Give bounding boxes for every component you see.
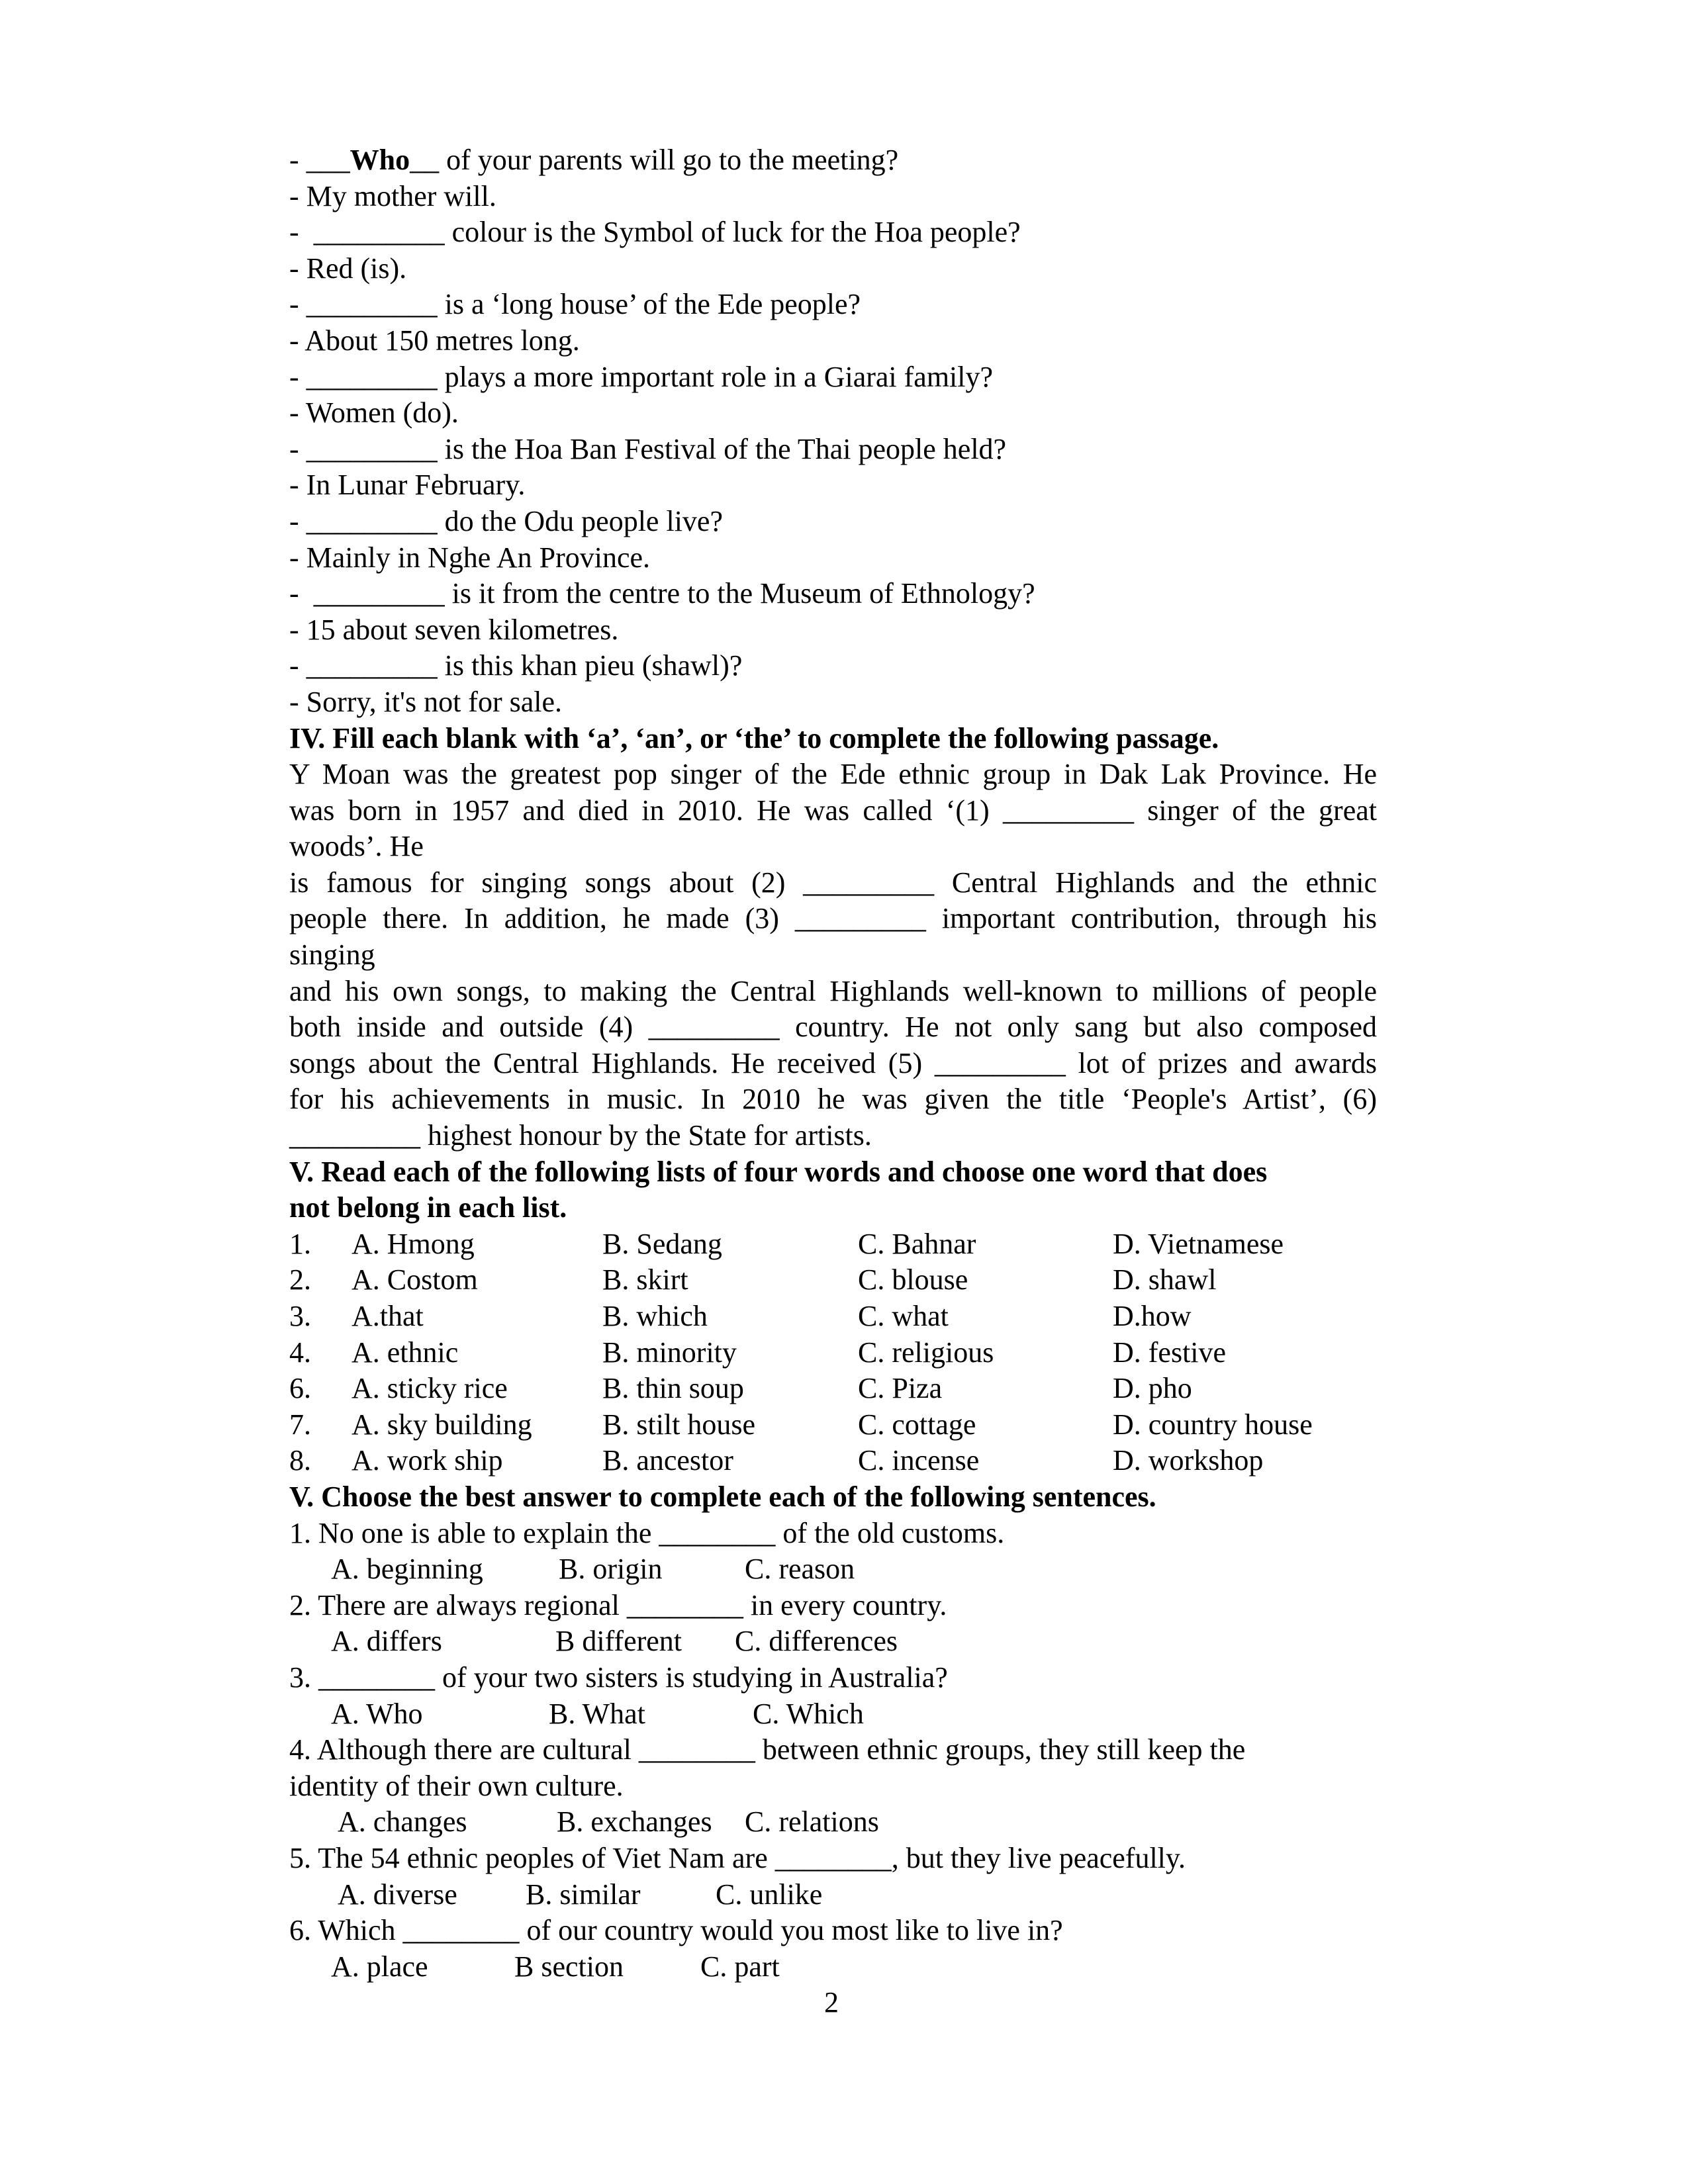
answer-options (289, 1877, 1377, 1913)
answer-line: - Red (is). (289, 251, 407, 285)
option-b: B. which (602, 1300, 708, 1332)
option-a: A.that (352, 1300, 424, 1332)
question-line: - _________ is the Hoa Ban Festival of the Thai people held? (289, 432, 1007, 465)
option-a: A. changes (338, 1805, 467, 1839)
word-list-row (289, 1371, 1377, 1407)
option-c: C. Bahnar (858, 1227, 976, 1260)
option-d: D. Vietnamese (1113, 1227, 1284, 1260)
item-number: 7. (289, 1408, 311, 1441)
option-d: D.how (1113, 1300, 1192, 1332)
section-5-heading-line2: not belong in each list. (289, 1191, 567, 1224)
option-c: C. blouse (858, 1263, 968, 1297)
item-number: 3. (289, 1300, 311, 1332)
question-line: - _________ do the Odu people live? (289, 504, 723, 537)
option-a: A. sticky rice (352, 1372, 508, 1405)
option-d: D. workshop (1113, 1444, 1264, 1477)
option-a: A. differs (331, 1625, 442, 1658)
question-line: - _________ plays a more important role in a Giarai family? (289, 360, 994, 393)
passage-line: _________ highest honour by the State for artists. (289, 1119, 872, 1152)
answer-line: - 15 about seven kilometres. (289, 613, 619, 646)
question-line: - _________ is it from the centre to the Museum of Ethnology? (289, 577, 1035, 610)
option-c: C. religious (858, 1336, 994, 1369)
passage-line: woods’. He (289, 830, 424, 863)
blank-prefix: - ___ (289, 144, 350, 176)
option-b: B section (514, 1950, 624, 1983)
word-list-row (289, 1407, 1377, 1443)
option-a: A. Costom (352, 1263, 478, 1297)
item-number: 2. (289, 1263, 311, 1297)
section-5-heading-line1: V. Read each of the following lists of four words and choose one word that does (289, 1155, 1268, 1188)
section-6-heading: V. Choose the best answer to complete each of the following sentences. (289, 1480, 1156, 1513)
answer-options (289, 1696, 1377, 1733)
worksheet-page (289, 142, 1377, 1985)
word-list-row (289, 1262, 1377, 1298)
option-b: B. minority (602, 1336, 737, 1369)
option-b: B. stilt house (602, 1408, 756, 1441)
passage-line: is famous for singing songs about (2) _________ Central Highlands and the ethnic (289, 866, 1377, 899)
option-a: A. Hmong (352, 1227, 475, 1260)
option-c: C. reason (745, 1553, 855, 1586)
option-a: A. beginning (331, 1553, 483, 1586)
option-d: D. festive (1113, 1336, 1227, 1369)
question-line: - _________ is a ‘long house’ of the Ede people? (289, 288, 861, 321)
question-line: - _________ is this khan pieu (shawl)? (289, 649, 743, 682)
question-text: 3. ________ of your two sisters is studying in Australia? (289, 1661, 948, 1694)
option-a: A. sky building (352, 1408, 532, 1441)
answer-options (289, 1623, 1377, 1660)
question-text: 6. Which ________ of our country would you most like to live in? (289, 1914, 1063, 1947)
option-b: B. ancestor (602, 1444, 733, 1477)
option-b: B. skirt (602, 1263, 688, 1297)
question-text: 5. The 54 ethnic peoples of Viet Nam are ________, but they live peacefully. (289, 1841, 1186, 1874)
option-c: C. part (700, 1950, 780, 1983)
option-b: B. thin soup (602, 1372, 744, 1405)
answer-line: - My mother will. (289, 179, 496, 212)
question-text: identity of their own culture. (289, 1769, 624, 1802)
word-list-row (289, 1443, 1377, 1479)
word-list-row (289, 1335, 1377, 1371)
option-d: D. country house (1113, 1408, 1313, 1441)
answer-line: - About 150 metres long. (289, 324, 580, 357)
option-b: B. similar (526, 1878, 641, 1911)
filled-answer: Who (350, 144, 410, 176)
passage-line: singing (289, 938, 375, 972)
question-text: 4. Although there are cultural ________ between ethnic groups, they still keep the (289, 1733, 1246, 1766)
option-b: B. What (549, 1697, 645, 1730)
option-c: C. Piza (858, 1372, 943, 1405)
option-c: C. differences (735, 1625, 898, 1658)
passage-line: and his own songs, to making the Central Highlands well-known to millions of people (289, 974, 1377, 1007)
option-b: B different (555, 1625, 682, 1658)
page-number: 2 (824, 1986, 839, 2019)
option-d: D. pho (1113, 1372, 1192, 1405)
answer-line: - In Lunar February. (289, 469, 526, 502)
option-a: A. Who (331, 1697, 423, 1730)
item-number: 1. (289, 1227, 311, 1260)
option-a: A. place (331, 1950, 428, 1983)
answer-options (289, 1949, 1377, 1985)
option-c: C. what (858, 1300, 949, 1332)
answer-options (289, 1804, 1377, 1841)
passage-line: Y Moan was the greatest pop singer of the Ede ethnic group in Dak Lak Province. He (289, 758, 1377, 791)
answer-line: - Women (do). (289, 396, 459, 430)
answer-line: - Mainly in Nghe An Province. (289, 541, 651, 574)
option-b: B. origin (559, 1553, 663, 1586)
passage-line: songs about the Central Highlands. He received (5) _________ lot of prizes and awards (289, 1046, 1377, 1079)
option-d: D. shawl (1113, 1263, 1217, 1297)
passage-line: people there. In addition, he made (3) _________ important contribution, through his (289, 902, 1377, 935)
question-text: 2. There are always regional ________ in every country. (289, 1588, 947, 1621)
answer-line: - Sorry, it's not for sale. (289, 685, 563, 718)
option-c: C. relations (745, 1805, 879, 1839)
item-number: 6. (289, 1372, 311, 1405)
option-c: C. incense (858, 1444, 980, 1477)
dialogue-line (289, 142, 1377, 179)
answer-options (289, 1551, 1377, 1588)
option-b: B. exchanges (557, 1805, 712, 1839)
option-a: A. work ship (352, 1444, 503, 1477)
option-c: C. unlike (716, 1878, 823, 1911)
option-a: A. diverse (338, 1878, 457, 1911)
option-c: C. cottage (858, 1408, 976, 1441)
option-a: A. ethnic (352, 1336, 459, 1369)
option-c: C. Which (753, 1697, 864, 1730)
section-4-heading: IV. Fill each blank with ‘a’, ‘an’, or ‘the’ to complete the following passage. (289, 721, 1219, 754)
question-text: 1. No one is able to explain the ________ of the old customs. (289, 1516, 1005, 1549)
word-list-row (289, 1226, 1377, 1263)
item-number: 4. (289, 1336, 311, 1369)
item-number: 8. (289, 1444, 311, 1477)
option-b: B. Sedang (602, 1227, 722, 1260)
passage-line: for his achievements in music. In 2010 he was given the title ‘People's Artist’, (6) (289, 1083, 1377, 1116)
question-line: - _________ colour is the Symbol of luck for the Hoa people? (289, 216, 1021, 249)
word-list-row (289, 1298, 1377, 1335)
question-text: __ of your parents will go to the meeting? (410, 144, 899, 176)
passage-line: was born in 1957 and died in 2010. He was called ‘(1) _________ singer of the great (289, 794, 1377, 827)
passage-line: both inside and outside (4) _________ country. He not only sang but also composed (289, 1011, 1377, 1044)
